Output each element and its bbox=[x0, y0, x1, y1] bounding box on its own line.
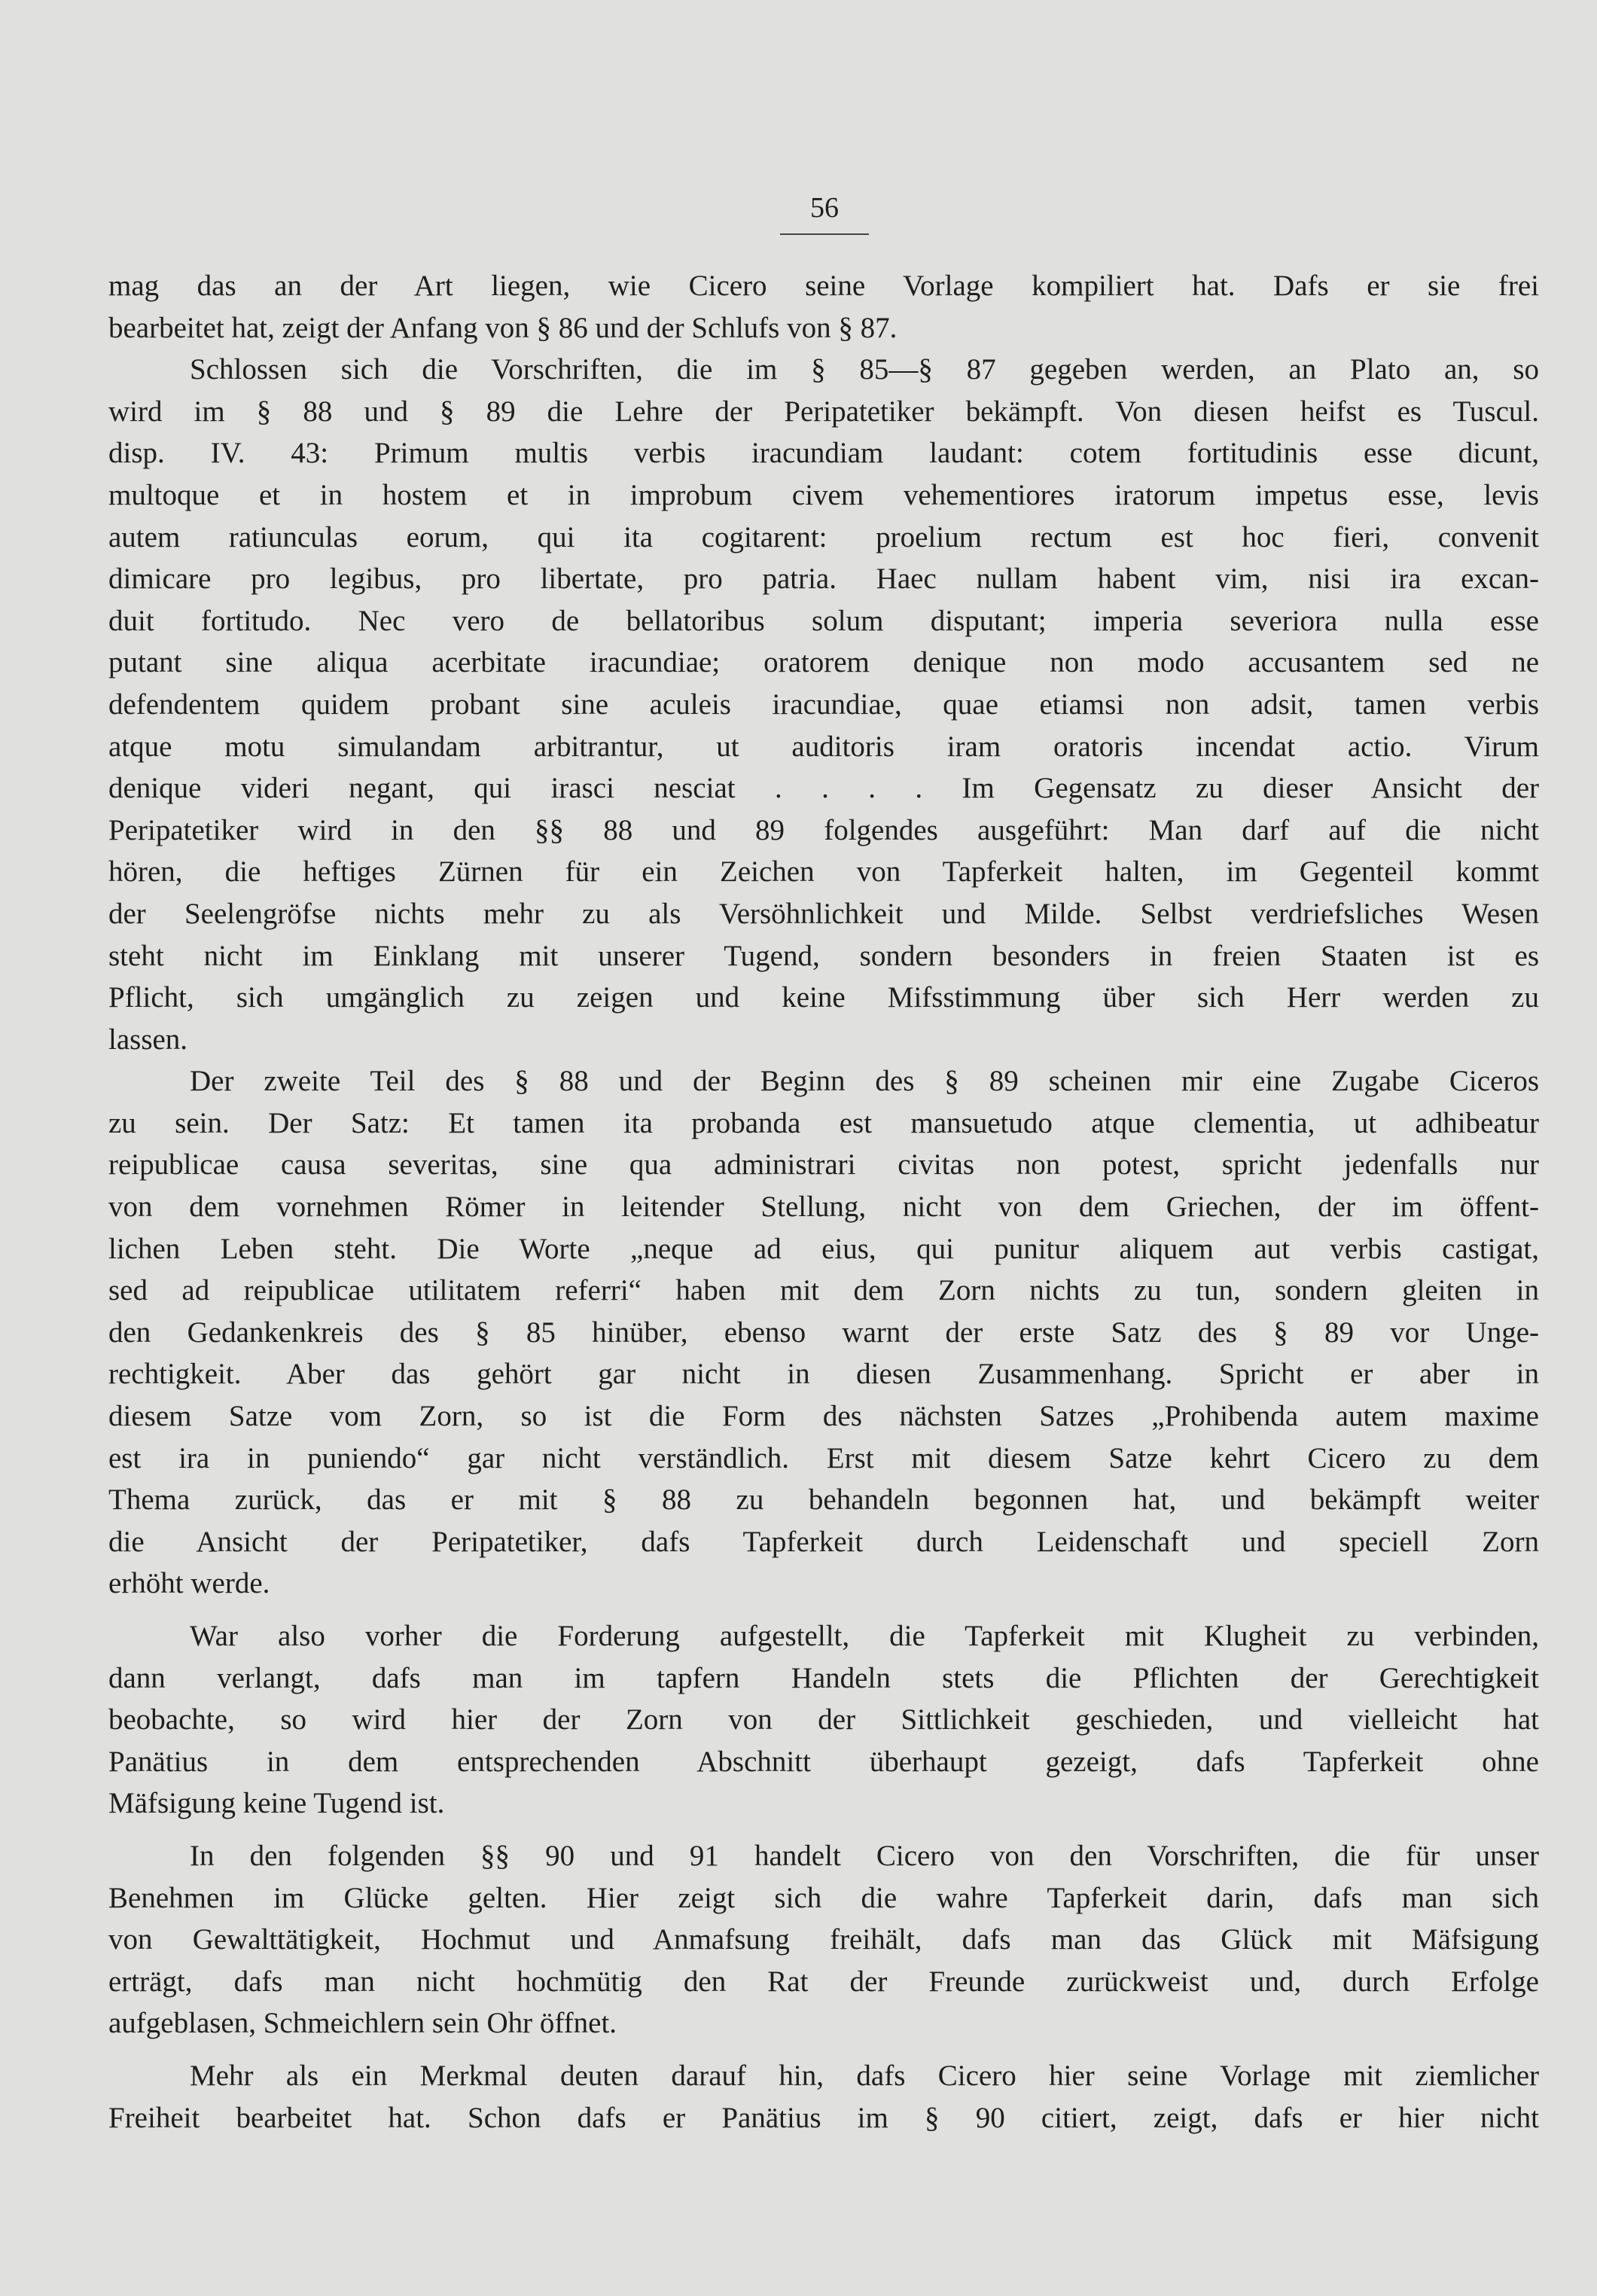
text-line: der Seelengröfse nichts mehr zu als Versöhnlichkeit und Milde. Selbst verdriefsliches Wesen bbox=[108, 897, 1539, 930]
text-line: atque motu simulandam arbitrantur, ut auditoris iram oratoris incendat actio. Virum bbox=[108, 730, 1539, 763]
text-line: die Ansicht der Peripatetiker, dafs Tapferkeit durch Leidenschaft und speciell Zorn bbox=[108, 1525, 1539, 1558]
text-line: diesem Satze vom Zorn, so ist die Form des nächsten Satzes „Prohibenda autem maxime bbox=[108, 1400, 1539, 1433]
text-line: hören, die heftiges Zürnen für ein Zeichen von Tapferkeit halten, im Gegenteil kommt bbox=[108, 855, 1539, 889]
text-line: aufgeblasen, Schmeichlern sein Ohr öffnet. bbox=[108, 2007, 617, 2040]
text-line: denique videri negant, qui irasci nesciat . . . . Im Gegensatz zu dieser Ansicht der bbox=[108, 772, 1539, 805]
text-line: von Gewalttätigkeit, Hochmut und Anmafsung freihält, dafs man das Glück mit Mäfsigung bbox=[108, 1923, 1539, 1956]
text-line: reipublicae causa severitas, sine qua administrari civitas non potest, spricht jedenfalls nur bbox=[108, 1148, 1539, 1182]
text-line: rechtigkeit. Aber das gehört gar nicht in diesen Zusammenhang. Spricht er aber in bbox=[108, 1358, 1539, 1391]
body-text bbox=[108, 265, 1539, 2139]
text-line: erhöht werde. bbox=[108, 1567, 270, 1600]
text-line: mag das an der Art liegen, wie Cicero seine Vorlage kompiliert hat. Dafs er sie frei bbox=[108, 270, 1539, 302]
text-line: lassen. bbox=[108, 1023, 188, 1056]
text-line: est ira in puniendo“ gar nicht verständlich. Erst mit diesem Satze kehrt Cicero zu dem bbox=[108, 1441, 1539, 1474]
text-line: lichen Leben steht. Die Worte „neque ad eius, qui punitur aliquem aut verbis castigat, bbox=[108, 1232, 1539, 1265]
text-line: von dem vornehmen Römer in leitender Stellung, nicht von dem Griechen, der im öffent- bbox=[108, 1191, 1539, 1224]
text-line: multoque et in hostem et in improbum civem vehementiores iratorum impetus esse, levis bbox=[108, 478, 1539, 511]
text-line: autem ratiunculas eorum, qui ita cogitarent: proelium rectum est hoc fieri, convenit bbox=[108, 520, 1539, 553]
text-line: wird im § 88 und § 89 die Lehre der Peripatetiker bekämpft. Von diesen heifst es Tuscul. bbox=[108, 395, 1539, 428]
text-line: zu sein. Der Satz: Et tamen ita probanda est mansuetudo atque clementia, ut adhibeatur bbox=[108, 1106, 1539, 1139]
text-line: Benehmen im Glücke gelten. Hier zeigt sich die wahre Tapferkeit darin, dafs man sich bbox=[108, 1881, 1539, 1914]
text-line: steht nicht im Einklang mit unserer Tugend, sondern besonders in freien Staaten ist es bbox=[108, 939, 1539, 972]
text-line: In den folgenden §§ 90 und 91 handelt Cicero von den Vorschriften, die für unser bbox=[190, 1839, 1539, 1872]
text-line: Peripatetiker wird in den §§ 88 und 89 folgendes ausgeführt: Man darf auf die nicht bbox=[108, 813, 1539, 846]
text-line: duit fortitudo. Nec vero de bellatoribus solum disputant; imperia severiora nulla esse bbox=[108, 604, 1539, 637]
text-line: Panätius in dem entsprechenden Abschnitt überhaupt gezeigt, dafs Tapferkeit ohne bbox=[108, 1745, 1539, 1778]
text-line: beobachte, so wird hier der Zorn von der Sittlichkeit geschieden, und vielleicht hat bbox=[108, 1703, 1539, 1736]
paragraph-gap bbox=[108, 1825, 1539, 1835]
text-line: sed ad reipublicae utilitatem referri“ haben mit dem Zorn nichts zu tun, sondern gleiten in bbox=[108, 1274, 1539, 1307]
paragraph-gap bbox=[108, 2044, 1539, 2055]
text-line: putant sine aliqua acerbitate iracundiae; oratorem denique non modo accusantem sed ne bbox=[108, 646, 1539, 679]
text-line: Freiheit bearbeitet hat. Schon dafs er Panätius im § 90 citiert, zeigt, dafs er hier nicht bbox=[108, 2101, 1539, 2134]
text-line: erträgt, dafs man nicht hochmütig den Rat der Freunde zurückweist und, durch Erfolge bbox=[108, 1965, 1539, 1998]
text-line: den Gedankenkreis des § 85 hinüber, ebenso warnt der erste Satz des § 89 vor Unge- bbox=[108, 1316, 1539, 1349]
text-line: dann verlangt, dafs man im tapfern Handeln stets die Pflichten der Gerechtigkeit bbox=[108, 1661, 1539, 1694]
text-line: defendentem quidem probant sine aculeis iracundiae, quae etiamsi non adsit, tamen verbis bbox=[108, 688, 1539, 721]
text-line: Der zweite Teil des § 88 und der Beginn des § 89 scheinen mir eine Zugabe Ciceros bbox=[190, 1065, 1539, 1098]
text-line: Schlossen sich die Vorschriften, die im § 85—§ 87 gegeben werden, an Plato an, so bbox=[190, 353, 1539, 386]
text-line: Mehr als ein Merkmal deuten darauf hin, dafs Cicero hier seine Vorlage mit ziemlicher bbox=[190, 2059, 1539, 2092]
text-line: Mäfsigung keine Tugend ist. bbox=[108, 1787, 445, 1820]
paragraph-gap bbox=[108, 1605, 1539, 1615]
text-line: Thema zurück, das er mit § 88 zu behandeln begonnen hat, und bekämpft weiter bbox=[108, 1483, 1539, 1517]
text-line: War also vorher die Forderung aufgestellt, die Tapferkeit mit Klugheit zu verbinden, bbox=[190, 1620, 1539, 1652]
text-line: disp. IV. 43: Primum multis verbis iracundiam laudant: cotem fortitudinis esse dicunt, bbox=[108, 437, 1539, 470]
page-number: 56 bbox=[780, 187, 869, 235]
text-line: dimicare pro legibus, pro libertate, pro patria. Haec nullam habent vim, nisi ira excan- bbox=[108, 563, 1539, 596]
text-line: Pflicht, sich umgänglich zu zeigen und keine Mifsstimmung über sich Herr werden zu bbox=[108, 981, 1539, 1014]
text-line: bearbeitet hat, zeigt der Anfang von § 86 und der Schlufs von § 87. bbox=[108, 311, 898, 344]
